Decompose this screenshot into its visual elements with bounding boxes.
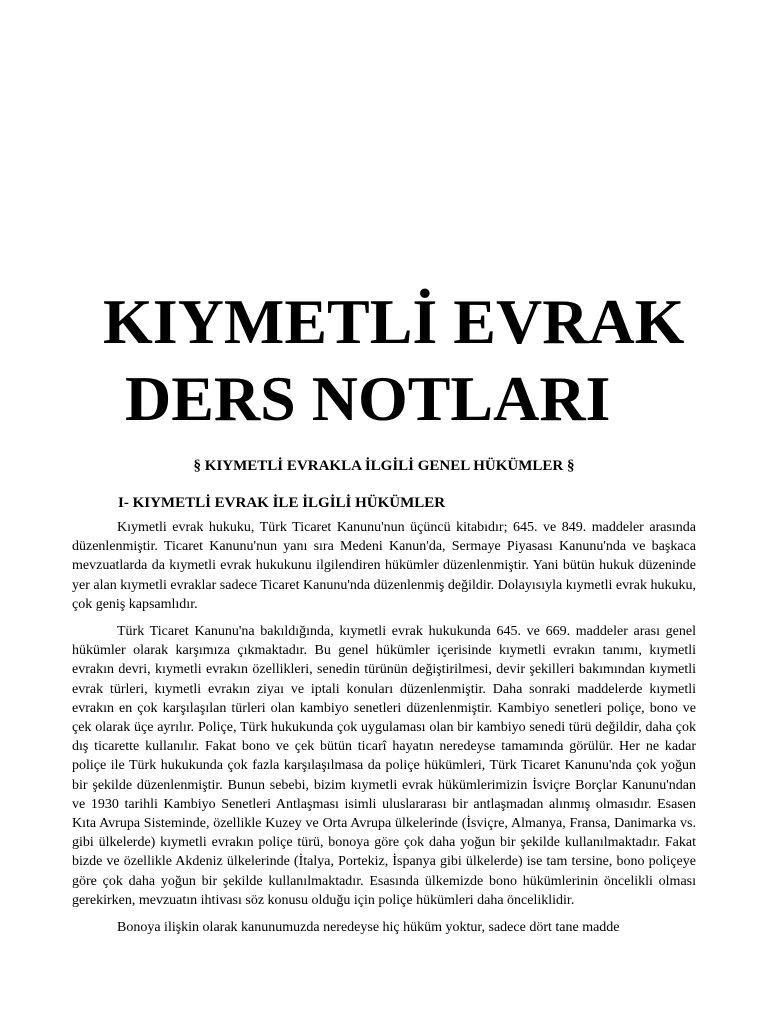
document-title-line-1: KIYMETLİ EVRAK bbox=[103, 286, 685, 357]
paragraph-3: Bonoya ilişkin olarak kanunumuzda neredeyse hiç hüküm yoktur, sadece dört tane madde bbox=[117, 920, 620, 936]
document-title-line-2: DERS NOTLARI bbox=[125, 363, 611, 434]
subsection-heading: I- KIYMETLİ EVRAK İLE İLGİLİ HÜKÜMLER bbox=[118, 495, 446, 511]
body-text bbox=[72, 518, 696, 945]
section-heading: § KIYMETLİ EVRAKLA İLGİLİ GENEL HÜKÜMLER § bbox=[193, 458, 575, 474]
paragraph-2: Türk Ticaret Kanunu'na bakıldığında, kıymetli evrak hukukunda 645. ve 669. maddeler arası genel hükümler olarak karşımıza çıkmaktadır. Bu genel hükümler içerisinde kıymetli evrakın tanımı, kıymetli evrakın devri, kıymetli evrakın özellikleri, senedin türünün değiştirilmesi, devir şekilleri bakımından kıymetli evrak türleri, kıymetli evrakın ziyaı ve iptali konuları düzenlenmiştir. Daha sonraki maddelerde kıymetli evrakın en çok karşılaşılan türleri olan kambiyo senetleri düzenlenmiştir. Kambiyo senetleri poliçe, bono ve çek olarak üçe ayrılır. Poliçe, Türk hukukunda çok uygulaması olan bir kambiyo senedi türü değildir, daha çok dış ticarette kullanılır. Fakat bono ve çek bütün ticarî hayatın neredeyse tamamında görülür. Her ne kadar poliçe ile Türk hukukunda çok fazla karşılaşılmasa da poliçe hükümleri, Türk Ticaret Kanunu'nda çok yoğun bir şekilde düzenlenmiştir. Bunun sebebi, bizim kıymetli evrak hükümlerimizin İsviçre Borçlar Kanunu'ndan ve 1930 tarihli Kambiyo Senetleri Antlaşması isimli uluslararası bir antlaşmadan alınmış olmasıdır. Esasen Kıta Avrupa Sisteminde, özellikle Kuzey ve Orta Avrupa ülkelerinde (İsviçre, Almanya, Fransa, Danimarka vs. gibi ülkelerde) kıymetli evrakın poliçe türü, bonoya göre çok daha yoğun bir şekilde kullanılmaktadır. Fakat bizde ve özellikle Akdeniz ülkelerinde (İtalya, Portekiz, İspanya gibi ülkelerde) ise tam tersine, bono poliçeye göre çok daha yoğun bir şekilde kullanılmaktadır. Esasında ülkemizde bono hükümlerinin öncelikli olması gerekirken, mevzuatın ihtivası söz konusu olduğu için poliçe hükümleri daha önceliklidir. bbox=[72, 624, 696, 908]
paragraph-1: Kıymetli evrak hukuku, Türk Ticaret Kanunu'nun üçüncü kitabıdır; 645. ve 849. maddeler arasında düzenlenmiştir. Ticaret Kanunu'nun yanı sıra Medeni Kanun'da, Sermaye Piyasası Kanunu'nda ve başkaca mevzuatlarda da kıymetli evrak hukukunu ilgilendiren hükümler düzenlenmiştir. Yani bütün hukuk düzeninde yer alan kıymetli evraklar sadece Ticaret Kanunu'nda düzenlenmiş değildir. Dolayısıyla kıymetli evrak hukuku, çok geniş kapsamlıdır. bbox=[72, 520, 696, 612]
